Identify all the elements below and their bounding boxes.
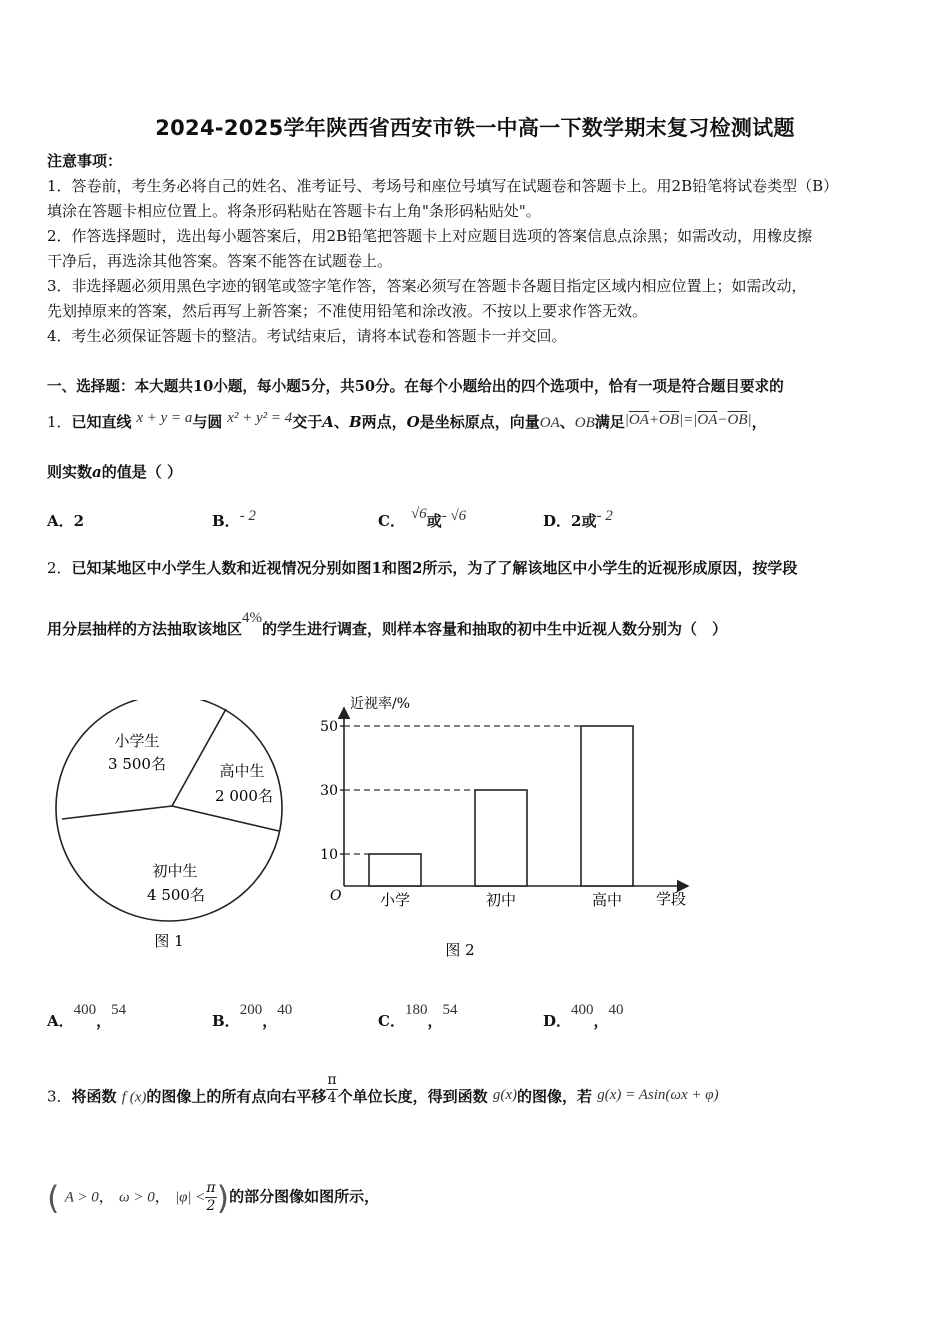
vector-ob: OB <box>574 415 595 431</box>
q1-text: 交于 <box>292 413 323 431</box>
x-category-label: 高中 <box>591 891 623 909</box>
question-2-line-2: 用分层抽样的方法抽取该地区4%的学生进行调查，则样本容量和抽取的初中生中近视人数分别为（ ） <box>47 610 728 638</box>
q2-option-b[interactable]: B．200，40 <box>212 1002 293 1030</box>
notice-line: 2．作答选择题时，选出每小题答案后，用2B铅笔把答题卡上对应题目选项的答案信息点涂黑；如需改动，用橡皮擦 <box>47 227 813 245</box>
y-tick-label: 30 <box>320 783 338 799</box>
condition-phi: |φ| < <box>174 1189 206 1206</box>
notice-line: 填涂在答题卡相应位置上。将条形码粘贴在答题卡右上角"条形码粘贴处"。 <box>47 202 541 220</box>
question-3-line-1: 3．将函数 f (x)的图像上的所有点向右平移 $\frac{\pi}{4}$ 个单位长度，得到函数 g(x)的图像，若 g(x) = Asin(ωx + φ) <box>47 1072 719 1106</box>
question-number: 1． <box>47 413 72 431</box>
question-1-line-2: 则实数a的值是（ ） <box>47 463 182 481</box>
function-f: f (x) <box>121 1089 147 1106</box>
question-2-line-1: 2．已知某地区中小学生人数和近视情况分别如图1和图2所示，为了了解该地区中小学生的近视形成原因，按学段 <box>47 559 798 577</box>
section-heading: 一、选择题：本大题共10小题，每小题5分，共50分。在每个小题给出的四个选项中，恰有一项是符合题目要求的 <box>47 378 784 395</box>
point-a: A <box>322 413 334 431</box>
bar-小学 <box>369 854 421 886</box>
pie-slice-name: 高中生 <box>219 762 265 780</box>
q1-text: 满足 <box>594 413 625 431</box>
notice-line: 先划掉原来的答案，然后再写上新答案；不准使用铅笔和涂改液。不按以上要求作答无效。 <box>47 302 648 320</box>
notice-line: 4．考生必须保证答题卡的整洁。考试结束后，请将本试卷和答题卡一并交回。 <box>47 327 567 345</box>
q1-text: 与圆 <box>192 413 223 431</box>
y-tick-label: 50 <box>320 719 338 735</box>
pie-slice-count: 4 500名 <box>147 886 205 904</box>
x-axis-label: 学段 <box>656 890 687 908</box>
paren-left: ( <box>47 1178 60 1217</box>
bar-高中 <box>581 726 633 886</box>
phi-bound-fraction: $\frac{\pi}{2}$ <box>206 1180 216 1214</box>
notice-heading: 注意事项： <box>47 152 123 170</box>
vector-condition: $|\overline{OA}+\overline{OB}|=|\overline{OA}-\overline{OB}|$ <box>624 412 752 428</box>
origin-label: O <box>330 888 342 904</box>
pie-slice-name: 初中生 <box>152 862 198 880</box>
q1-text: 两点， <box>361 413 407 431</box>
point-o: O <box>406 413 420 431</box>
question-1-line-1: 1．已知直线 x + y = a与圆 x² + y² = 4交于A、B两点，O是坐标原点，向量OA、OB满足$|\overline{OA}+\overline{OB}|=|\overline{OA}-\overline{OB}|$， <box>47 410 767 431</box>
x-category-label: 小学 <box>379 891 411 909</box>
q1-text: 、 <box>559 413 575 431</box>
bar-初中 <box>475 790 527 886</box>
option-a[interactable]: A．2 <box>47 512 85 530</box>
option-d[interactable]: D．2或- 2 <box>543 508 613 530</box>
bar-chart <box>320 690 700 965</box>
circle-equation: x² + y² = 4 <box>227 410 293 426</box>
paren-right: ) <box>216 1178 230 1217</box>
pie-chart <box>55 700 295 960</box>
option-c[interactable]: C． √6或- √6 <box>378 506 467 530</box>
question-3-line-2: ( A > 0， ω > 0， |φ| < $\frac{\pi}{2}$ )的部分图像如图所示， <box>47 1178 380 1217</box>
notice-line: 1．答卷前，考生务必将自己的姓名、准考证号、考场号和座位号填写在试题卷和答题卡上。用2B铅笔将试卷类型（B） <box>47 177 839 195</box>
notice-line: 3．非选择题必须用黑色字迹的钢笔或签字笔作答，答案必须写在答题卡各题目指定区域内相应位置上；如需改动， <box>47 277 807 295</box>
pie-slice-count: 2 000名 <box>215 787 273 805</box>
vector-oa: OA <box>539 415 560 431</box>
pie-slice-count: 3 500名 <box>108 755 166 773</box>
y-tick-label: 10 <box>320 847 338 863</box>
notice-line: 干净后，再选涂其他答案。答案不能答在试题卷上。 <box>47 252 393 270</box>
q1-text: 、 <box>333 413 349 431</box>
point-b: B <box>348 413 362 431</box>
function-g-formula: g(x) = Asin(ωx + φ) <box>597 1086 719 1103</box>
figure-2-caption: 图 2 <box>445 941 475 959</box>
bars-group <box>320 719 633 909</box>
function-g: g(x) <box>492 1086 517 1103</box>
q2-option-d[interactable]: D．400，40 <box>543 1002 624 1030</box>
condition-a: A > 0 <box>64 1189 99 1206</box>
shift-fraction: $\frac{\pi}{4}$ <box>327 1072 337 1106</box>
line-equation: x + y = a <box>136 410 193 426</box>
q2-option-a[interactable]: A．400，54 <box>47 1002 127 1030</box>
pie-slice-name: 小学生 <box>114 732 160 750</box>
q2-option-c[interactable]: C．180，54 <box>378 1002 458 1030</box>
q1-text: 是坐标原点，向量 <box>419 413 540 431</box>
option-b[interactable]: B．- 2 <box>212 508 256 530</box>
y-axis-label: 近视率/% <box>350 696 411 712</box>
q1-text: 已知直线 <box>71 413 132 431</box>
x-category-label: 初中 <box>485 891 517 909</box>
condition-omega: ω > 0 <box>118 1189 155 1206</box>
figure-1-caption: 图 1 <box>154 932 184 950</box>
page-title: 2024-2025学年陕西省西安市铁一中高一下数学期末复习检测试题 <box>155 116 795 140</box>
